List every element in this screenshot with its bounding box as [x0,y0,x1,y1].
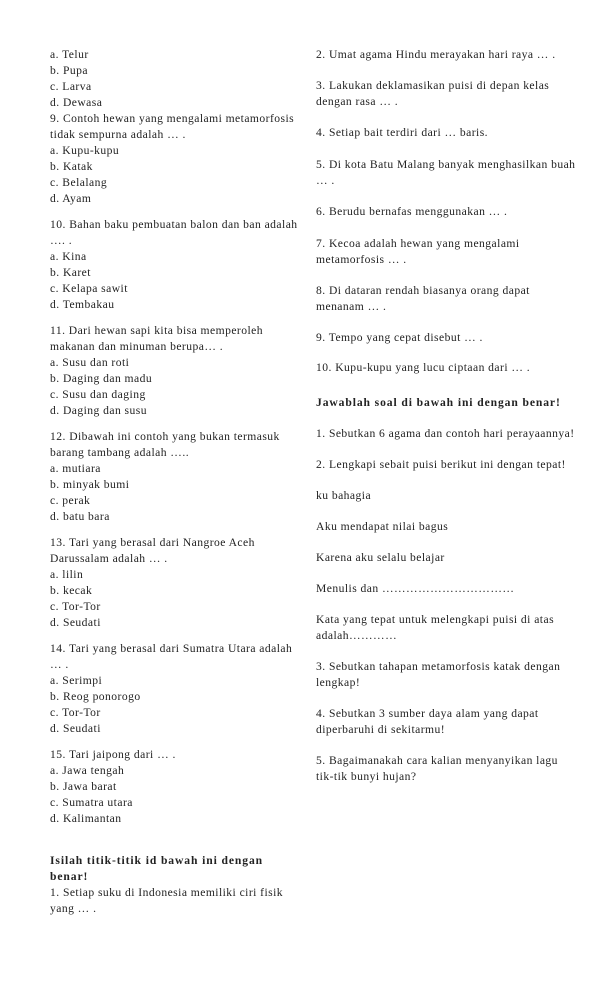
option: c. Tor-Tor [50,706,101,719]
poem-line: Menulis dan …………………………… [316,582,515,595]
option: d. Ayam [50,192,92,205]
option: b. Jawa barat [50,780,117,793]
option: d. Tembakau [50,298,115,311]
fill-question-1: 1. Setiap suku di Indonesia memiliki ciri fisik yang … . [50,886,284,915]
fill-question-5: 5. Di kota Batu Malang banyak menghasilkan buah … . [316,158,576,187]
fill-question-9: 9. Tempo yang cepat disebut … . [316,331,483,344]
question-12 [50,429,300,525]
essay-question-1: 1. Sebutkan 6 agama dan contoh hari perayaannya! [316,427,575,440]
option: a. Susu dan roti [50,356,130,369]
option: b. kecak [50,584,93,597]
fill-question-6: 6. Berudu bernafas menggunakan … . [316,205,508,218]
option: c. Larva [50,80,92,93]
option: b. Daging dan madu [50,372,153,385]
question-text: 12. Dibawah ini contoh yang bukan termasuk barang tambang adalah ….. [50,430,280,459]
option: d. Seudati [50,616,101,629]
essay-question-2: 2. Lengkapi sebait puisi berikut ini dengan tepat! [316,458,566,471]
right-column [316,47,578,785]
section-essay-heading: Jawablah soal di bawah ini dengan benar! [316,396,561,409]
option: d. Daging dan susu [50,404,147,417]
poem-line: Aku mendapat nilai bagus [316,520,449,533]
option: a. Telur [50,48,89,61]
option: c. Tor-Tor [50,600,101,613]
fill-question-10: 10. Kupu-kupu yang lucu ciptaan dari … . [316,361,531,374]
option: c. Kelapa sawit [50,282,128,295]
essay-question-3: 3. Sebutkan tahapan metamorfosis katak dengan lengkap! [316,660,561,689]
poem-line: Karena aku selalu belajar [316,551,445,564]
option: c. Sumatra utara [50,796,133,809]
option: c. perak [50,494,91,507]
option: d. Seudati [50,722,101,735]
question-text: 13. Tari yang berasal dari Nangroe Aceh Darussalam adalah … . [50,536,255,565]
q8-options [50,47,300,111]
option: a. lilin [50,568,84,581]
option: b. Karet [50,266,91,279]
fill-question-8: 8. Di dataran rendah biasanya orang dapat menanam … . [316,284,530,313]
question-15 [50,747,300,827]
option: a. Kina [50,250,87,263]
option: a. Jawa tengah [50,764,125,777]
essay-question-5: 5. Bagaimanakah cara kalian menyanyikan lagu tik-tik bunyi hujan? [316,754,558,783]
option: b. Katak [50,160,93,173]
left-column [50,47,300,917]
question-text: 14. Tari yang berasal dari Sumatra Utara adalah … . [50,642,293,671]
question-13 [50,535,300,631]
question-10 [50,217,300,313]
fill-question-2: 2. Umat agama Hindu merayakan hari raya … . [316,48,556,61]
option: b. Pupa [50,64,88,77]
option: a. mutiara [50,462,101,475]
fill-question-3: 3. Lakukan deklamasikan puisi di depan kelas dengan rasa … . [316,79,550,108]
option: c. Belalang [50,176,108,189]
essay-question-4: 4. Sebutkan 3 sumber daya alam yang dapat diperbaruhi di sekitarmu! [316,707,539,736]
option: a. Serimpi [50,674,103,687]
question-text: 15. Tari jaipong dari … . [50,748,176,761]
question-9 [50,111,300,207]
question-text: 11. Dari hewan sapi kita bisa memperoleh makanan dan minuman berupa… . [50,324,263,353]
option: d. batu bara [50,510,110,523]
question-11 [50,323,300,419]
question-14 [50,641,300,737]
option: d. Kalimantan [50,812,122,825]
option: c. Susu dan daging [50,388,146,401]
fill-question-4: 4. Setiap bait terdiri dari … baris. [316,126,489,139]
section-fill-heading: Isilah titik-titik id bawah ini dengan benar! [50,854,263,883]
question-text: 9. Contoh hewan yang mengalami metamorfosis tidak sempurna adalah … . [50,112,295,141]
poem-line: ku bahagia [316,489,372,502]
option: b. Reog ponorogo [50,690,141,703]
question-text: 10. Bahan baku pembuatan balon dan ban adalah …. . [50,218,298,247]
option: b. minyak bumi [50,478,130,491]
option: d. Dewasa [50,96,103,109]
option: a. Kupu-kupu [50,144,120,157]
essay-question-2-instruction: Kata yang tepat untuk melengkapi puisi di atas adalah………… [316,613,555,642]
fill-question-7: 7. Kecoa adalah hewan yang mengalami metamorfosis … . [316,237,520,266]
